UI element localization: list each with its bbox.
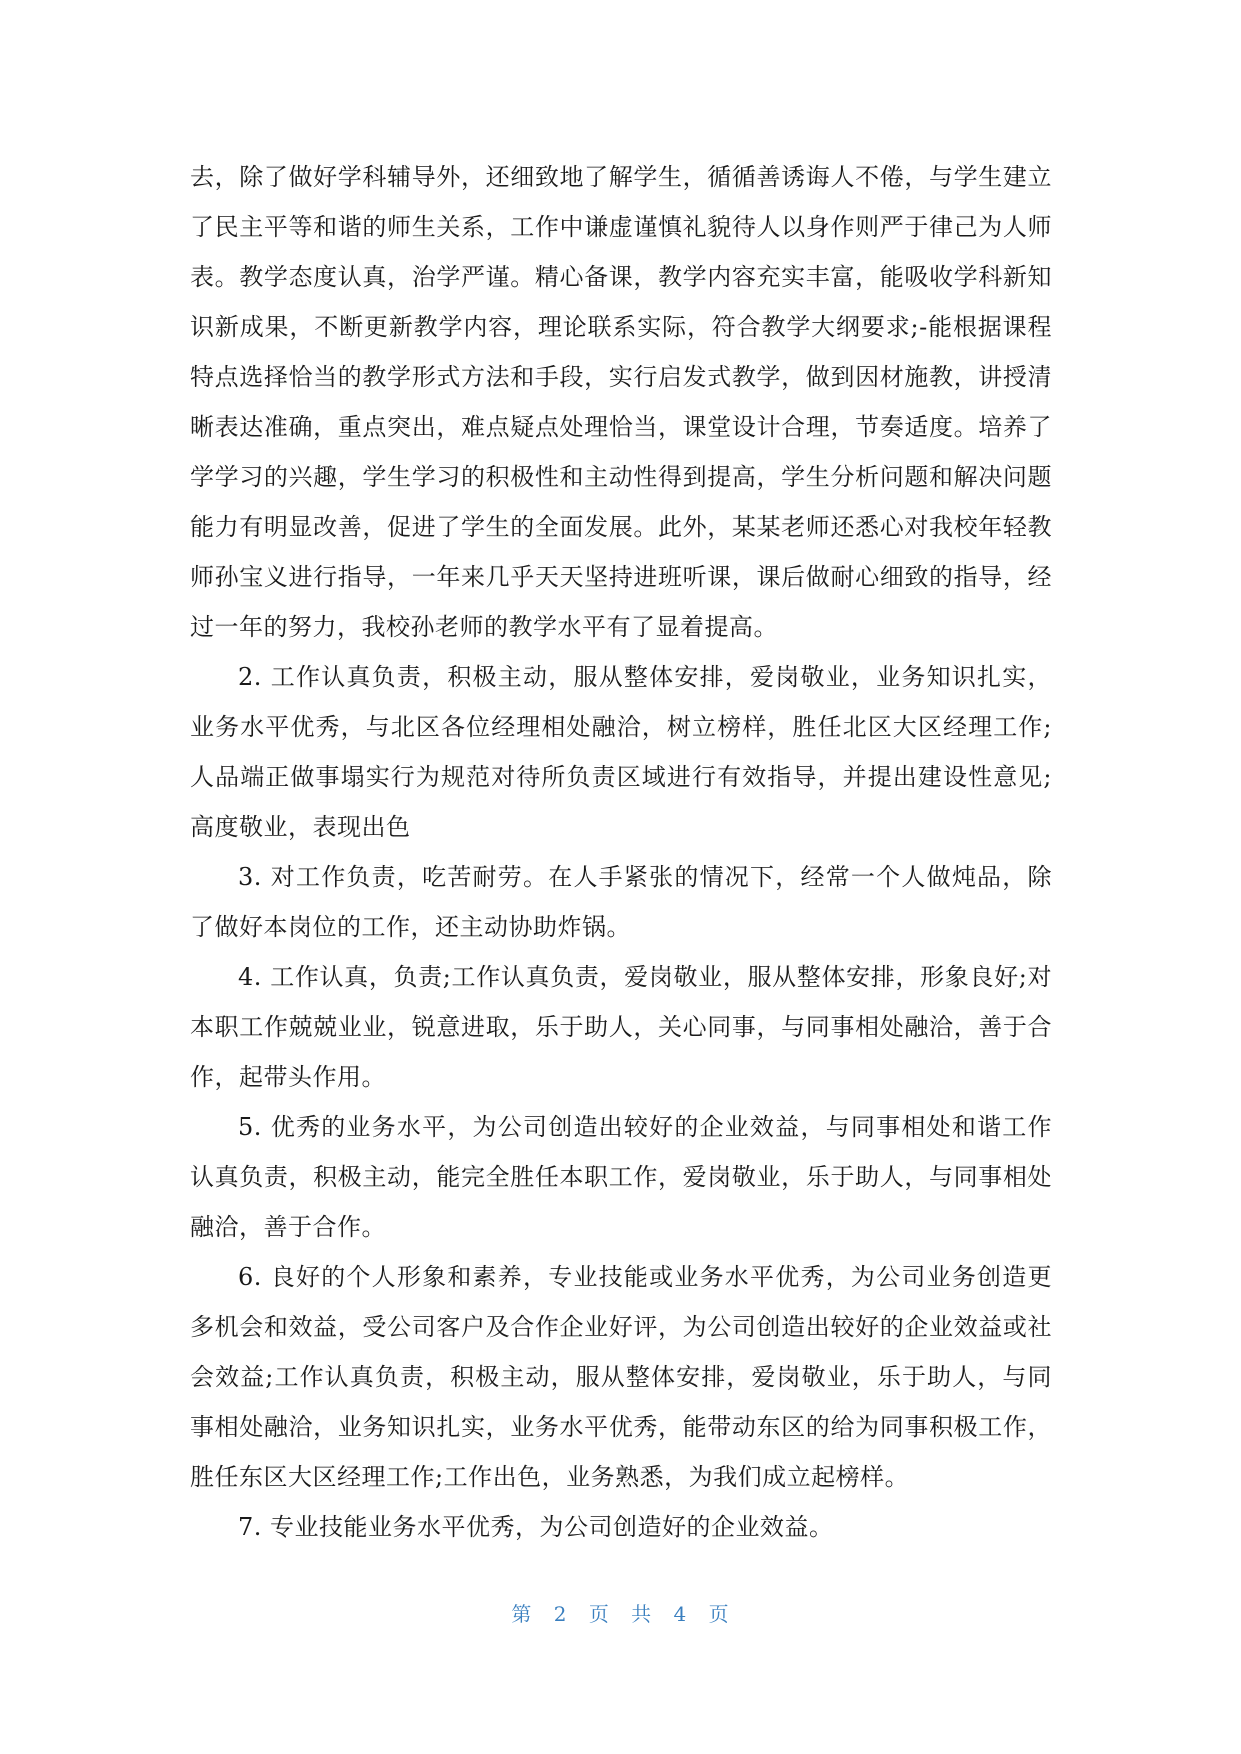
list-item-6: 6. 良好的个人形象和素养，专业技能或业务水平优秀，为公司业务创造更多机会和效益，受公司客户及合作企业好评，为公司创造出较好的企业效益或社会效益;工作认真负责，积极主动，服从整体安排，爱岗敬业，乐于助人，与同事相处融洽，业务知识扎实，业务水平优秀，能带动东区的给为同事积极工作，胜任东区大区经理工作;工作出色，业务熟悉，为我们成立起榜样。 <box>190 1263 1052 1491</box>
list-item-5: 5. 优秀的业务水平，为公司创造出较好的企业效益，与同事相处和谐工作认真负责，积极主动，能完全胜任本职工作，爱岗敬业，乐于助人，与同事相处融洽，善于合作。 <box>190 1113 1052 1241</box>
page-number-footer: 第 2 页 共 4 页 <box>511 1602 730 1626</box>
list-item-4: 4. 工作认真，负责;工作认真负责，爱岗敬业，服从整体安排，形象良好;对本职工作兢兢业业，锐意进取，乐于助人，关心同事，与同事相处融洽，善于合作，起带头作用。 <box>190 963 1052 1091</box>
list-item-2: 2. 工作认真负责，积极主动，服从整体安排，爱岗敬业，业务知识扎实，业务水平优秀，与北区各位经理相处融洽，树立榜样，胜任北区大区经理工作;人品端正做事塌实行为规范对待所负责区域进行有效指导，并提出建设性意见;高度敬业，表现出色 <box>190 663 1052 841</box>
list-item-3: 3. 对工作负责，吃苦耐劳。在人手紧张的情况下，经常一个人做炖品，除了做好本岗位的工作，还主动协助炸锅。 <box>190 863 1052 941</box>
paragraph-continuation: 去，除了做好学科辅导外，还细致地了解学生，循循善诱诲人不倦，与学生建立了民主平等和谐的师生关系，工作中谦虚谨慎礼貌待人以身作则严于律己为人师表。教学态度认真，治学严谨。精心备课，教学内容充实丰富，能吸收学科新知识新成果，不断更新教学内容，理论联系实际，符合教学大纲要求;-能根据课程特点选择恰当的教学形式方法和手段，实行启发式教学，做到因材施教，讲授清晰表达准确，重点突出，难点疑点处理恰当，课堂设计合理，节奏适度。培养了学学习的兴趣，学生学习的积极性和主动性得到提高，学生分析问题和解决问题能力有明显改善，促进了学生的全面发展。此外，某某老师还悉心对我校年轻教师孙宝义进行指导，一年来几乎天天坚持进班听课，课后做耐心细致的指导，经过一年的努力，我校孙老师的教学水平有了显着提高。 <box>190 163 1052 641</box>
document-body <box>190 152 1052 1552</box>
list-item-7: 7. 专业技能业务水平优秀，为公司创造好的企业效益。 <box>238 1513 834 1541</box>
